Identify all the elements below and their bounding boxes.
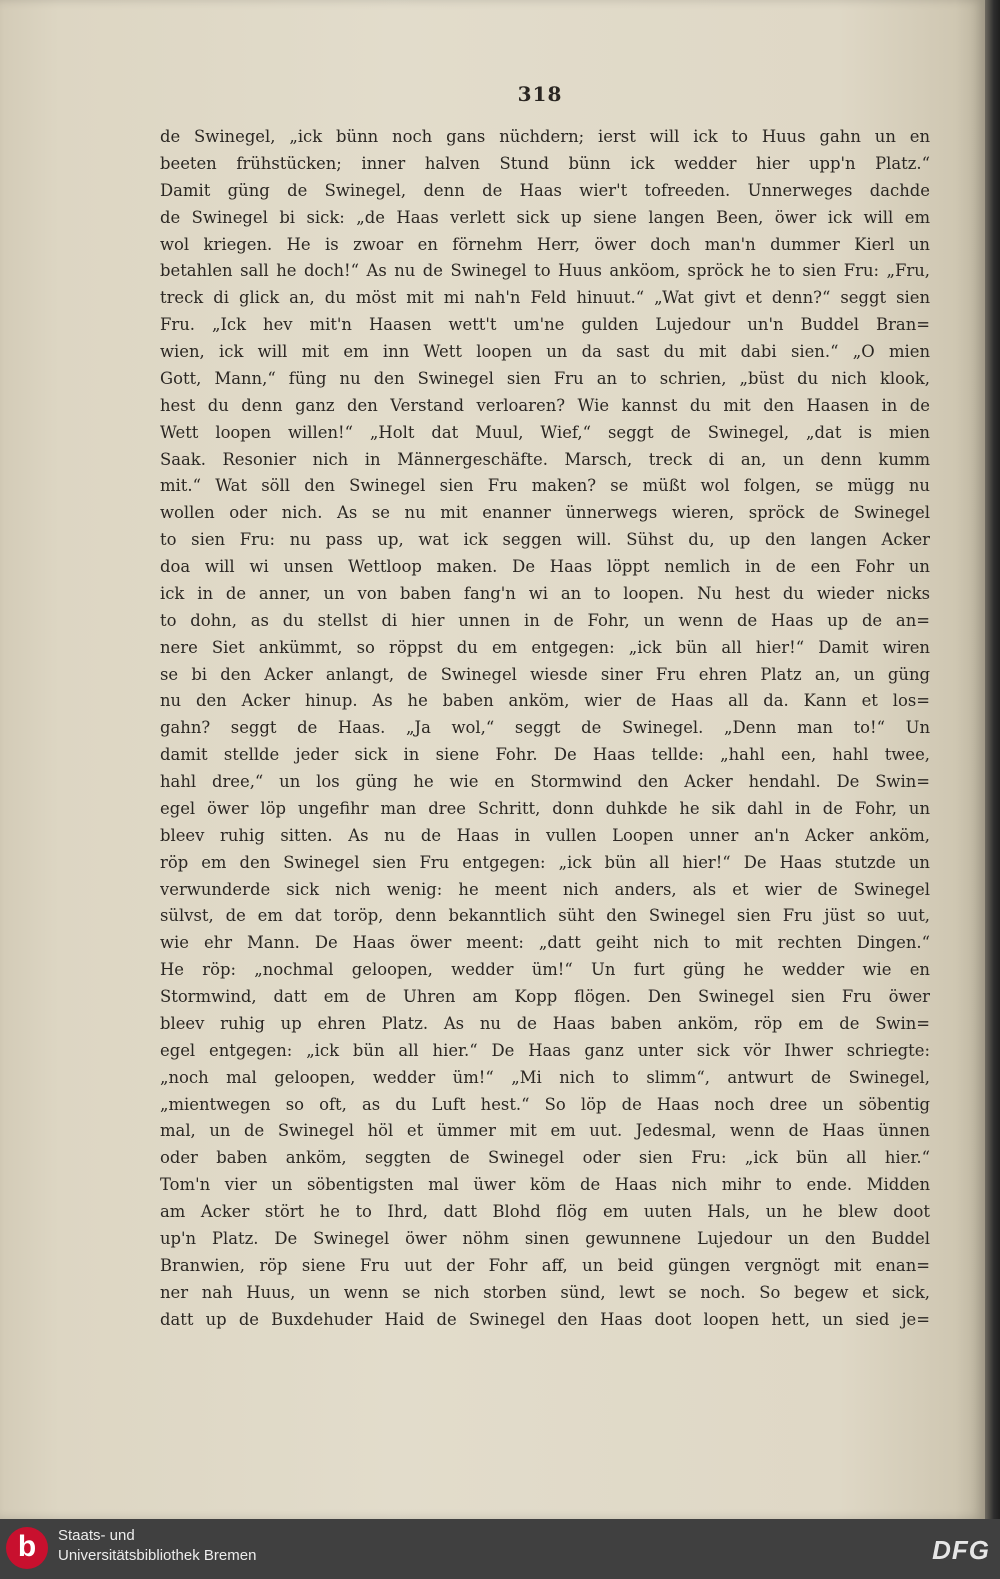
page-number: 318 bbox=[517, 82, 563, 106]
text-line: Wett loopen willen!“ „Holt dat Muul, Wief,“ seggt de Swinegel, „dat is mien bbox=[160, 422, 930, 442]
library-name-line1: Staats- und bbox=[58, 1527, 135, 1544]
page-edge bbox=[985, 0, 1000, 1519]
text-line: nere Siet ankümmt, so röppst du em entgegen: „ick bün all hier!“ Damit wiren bbox=[160, 637, 930, 657]
text-line: Saak. Resonier nich in Männergeschäfte. Marsch, treck di an, un denn kumm bbox=[160, 449, 930, 469]
text-line: damit stellde jeder sick in siene Fohr. De Haas tellde: „hahl een, hahl twee, bbox=[160, 745, 930, 765]
text-line: hahl dree,“ un los güng he wie en Stormwind den Acker hendahl. De Swin= bbox=[160, 772, 930, 791]
text-line: datt up de Buxdehuder Haid de Swinegel den Haas doot loopen hett, un sied je= bbox=[160, 1309, 930, 1329]
text-line: to sien Fru: nu pass up, wat ick seggen will. Sühst du, up den langen Acker bbox=[160, 530, 930, 550]
text-line: beeten frühstücken; inner halven Stund bünn ick wedder hier upp'n Platz.“ bbox=[160, 153, 930, 173]
text-line: wollen oder nich. As se nu mit enanner ünnerwegs wieren, spröck de Swinegel bbox=[160, 503, 930, 523]
text-line: Branwien, röp siene Fru uut der Fohr aff, un beid güngen vergnögt mit enan= bbox=[160, 1255, 930, 1275]
text-line: up'n Platz. De Swinegel öwer nöhm sinen gewunnene Lujedour un den Buddel bbox=[160, 1228, 930, 1248]
text-line: verwunderde sick nich wenig: he meent nich anders, als et wier de Swinegel bbox=[160, 879, 930, 899]
text-line: to dohn, as du stellst di hier unnen in de Fohr, un wenn de Haas up de an= bbox=[160, 610, 930, 630]
text-line: röp em den Swinegel sien Fru entgegen: „ick bün all hier!“ De Haas stutzde un bbox=[160, 852, 930, 872]
text-line: se bi den Acker anlangt, de Swinegel wiesde siner Fru ehren Platz an, un güng bbox=[160, 664, 930, 684]
text-line: Gott, Mann,“ füng nu den Swinegel sien Fru an to schrien, „büst du nich klook, bbox=[160, 368, 930, 388]
text-line: Damit güng de Swinegel, denn de Haas wier't tofreeden. Unnerweges dachde bbox=[160, 180, 930, 200]
text-line: Tom'n vier un söbentigsten mal üwer köm de Haas nich mihr to ende. Midden bbox=[160, 1175, 930, 1195]
body-text bbox=[160, 124, 930, 1333]
text-line: gahn? seggt de Haas. „Ja wol,“ seggt de Swinegel. „Denn man to!“ Un bbox=[160, 718, 930, 738]
dfg-logo[interactable]: DFG bbox=[932, 1535, 990, 1565]
library-logo-letter: b bbox=[17, 1530, 37, 1563]
text-line: hest du denn ganz den Verstand verloaren? Wie kannst du mit den Haasen in de bbox=[160, 395, 930, 415]
text-line: mal, un de Swinegel höl et ümmer mit em uut. Jedesmal, wenn de Haas ünnen bbox=[160, 1121, 930, 1141]
text-line: de Swinegel, „ick bünn noch gans nüchdern; ierst will ick to Huus gahn un en bbox=[160, 127, 930, 146]
text-line: mit.“ Wat söll den Swinegel sien Fru maken? se müßt wol folgen, se mügg nu bbox=[160, 476, 930, 496]
text-line: doa will wi unsen Wettloop maken. De Haas löppt nemlich in de een Fohr un bbox=[160, 557, 930, 576]
text-line: de Swinegel bi sick: „de Haas verlett sick up siene langen Been, öwer ick will em bbox=[160, 207, 930, 227]
text-line: oder baben anköm, seggten de Swinegel oder sien Fru: „ick bün all hier.“ bbox=[160, 1148, 930, 1168]
text-line: „mientwegen so oft, as du Luft hest.“ So löp de Haas noch dree un söbentig bbox=[160, 1094, 930, 1114]
text-line: bleev ruhig sitten. As nu de Haas in vullen Loopen unner an'n Acker anköm, bbox=[160, 825, 930, 845]
text-line: egel entgegen: „ick bün all hier.“ De Haas ganz unter sick vör Ihwer schriegte: bbox=[160, 1040, 930, 1060]
text-line: treck di glick an, du möst mit mi nah'n Feld hinuut.“ „Wat givt et denn?“ seggt sien bbox=[160, 288, 930, 308]
text-line: „noch mal geloopen, wedder üm!“ „Mi nich to slimm“, antwurt de Swinegel, bbox=[160, 1067, 930, 1087]
text-line: Fru. „Ick hev mit'n Haasen wett't um'ne gulden Lujedour un'n Buddel Bran= bbox=[160, 315, 930, 335]
text-line: ner nah Huus, un wenn se nich storben sünd, lewt se noch. So begew et sick, bbox=[160, 1282, 930, 1302]
text-line: Stormwind, datt em de Uhren am Kopp flögen. Den Swinegel sien Fru öwer bbox=[160, 987, 930, 1006]
text-line: wol kriegen. He is zwoar en förnehm Herr, öwer doch man'n dummer Kierl un bbox=[160, 234, 930, 254]
viewer-footer bbox=[0, 1519, 1000, 1579]
text-line: am Acker stört he to Ihrd, datt Blohd flög em uuten Hals, un he blew doot bbox=[160, 1202, 930, 1221]
library-name[interactable] bbox=[58, 1526, 256, 1566]
text-line: wien, ick will mit em inn Wett loopen un da sast du mit dabi sien.“ „O mien bbox=[160, 342, 930, 361]
library-name-line2: Universitätsbibliothek Bremen bbox=[58, 1547, 257, 1564]
text-line: ick in de anner, un von baben fang'n wi an to loopen. Nu hest du wieder nicks bbox=[160, 583, 930, 603]
library-logo-icon[interactable] bbox=[6, 1527, 48, 1569]
text-line: bleev ruhig up ehren Platz. As nu de Haas baben anköm, röp em de Swin= bbox=[160, 1013, 930, 1033]
text-line: wie ehr Mann. De Haas öwer meent: „datt geiht nich to mit rechten Dingen.“ bbox=[160, 933, 930, 953]
text-line: He röp: „nochmal geloopen, wedder üm!“ Un furt güng he wedder wie en bbox=[160, 960, 930, 980]
text-line: nu den Acker hinup. As he baben anköm, wier de Haas all da. Kann et los= bbox=[160, 691, 930, 711]
text-line: sülvst, de em dat toröp, denn bekanntlich süht den Swinegel sien Fru jüst so uut, bbox=[160, 906, 930, 926]
text-line: egel öwer löp ungefihr man dree Schritt, donn duhkde he sik dahl in de Fohr, un bbox=[160, 798, 930, 818]
text-line: betahlen sall he doch!“ As nu de Swinegel to Huus anköom, spröck he to sien Fru: „Fru, bbox=[160, 261, 930, 281]
